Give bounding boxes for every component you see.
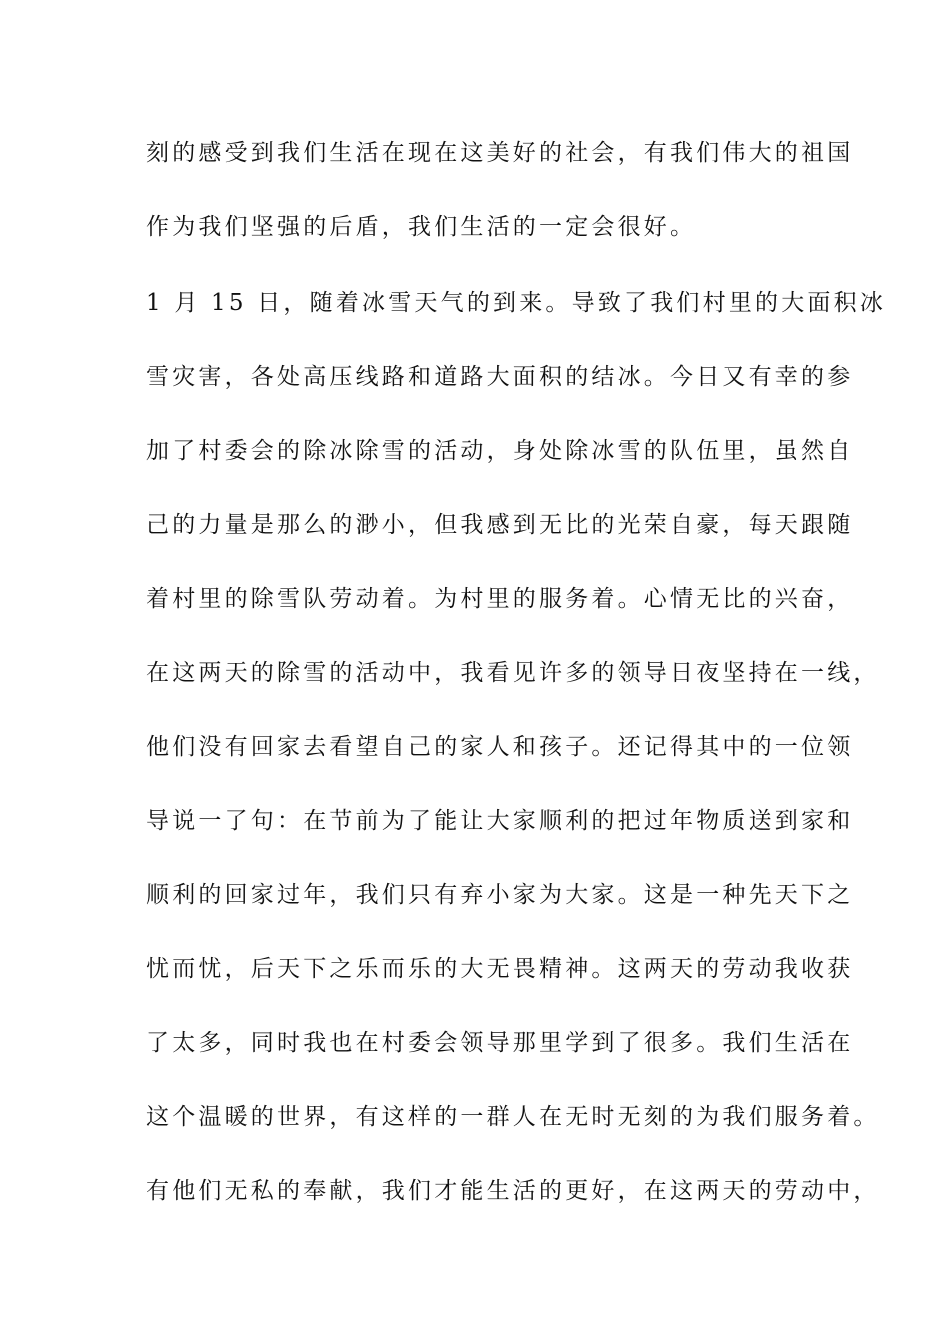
text-line: 导说一了句：在节前为了能让大家顺利的把过年物质送到家和	[146, 808, 854, 834]
text-line: 有他们无私的奉献，我们才能生活的更好，在这两天的劳动中，	[146, 1178, 880, 1204]
text-line: 在这两天的除雪的活动中，我看见许多的领导日夜坚持在一线，	[146, 660, 880, 686]
text-line: 作为我们坚强的后盾，我们生活的一定会很好。	[146, 214, 697, 240]
text-line: 着村里的除雪队劳动着。为村里的服务着。心情无比的兴奋，	[146, 586, 854, 612]
text-line: 忧而忧，后天下之乐而乐的大无畏精神。这两天的劳动我收获	[146, 956, 854, 982]
text-line: 刻的感受到我们生活在现在这美好的社会，有我们伟大的祖国	[146, 140, 854, 166]
document-body	[146, 133, 887, 1245]
paragraph	[146, 133, 854, 283]
text-line: 加了村委会的除冰除雪的活动，身处除冰雪的队伍里，虽然自	[146, 438, 854, 464]
text-line: 雪灾害，各处高压线路和道路大面积的结冰。今日又有幸的参	[146, 364, 854, 390]
text-line: 他们没有回家去看望自己的家人和孩子。还记得其中的一位领	[146, 734, 854, 760]
paragraph	[146, 283, 887, 1245]
text-line: 了太多，同时我也在村委会领导那里学到了很多。我们生活在	[146, 1030, 854, 1056]
text-line: 己的力量是那么的渺小，但我感到无比的光荣自豪，每天跟随	[146, 512, 854, 538]
text-line: 1 月 15 日，随着冰雪天气的到来。导致了我们村里的大面积冰	[146, 290, 887, 316]
text-line: 顺利的回家过年，我们只有弃小家为大家。这是一种先天下之	[146, 882, 854, 908]
text-line: 这个温暖的世界，有这样的一群人在无时无刻的为我们服务着。	[146, 1104, 880, 1130]
